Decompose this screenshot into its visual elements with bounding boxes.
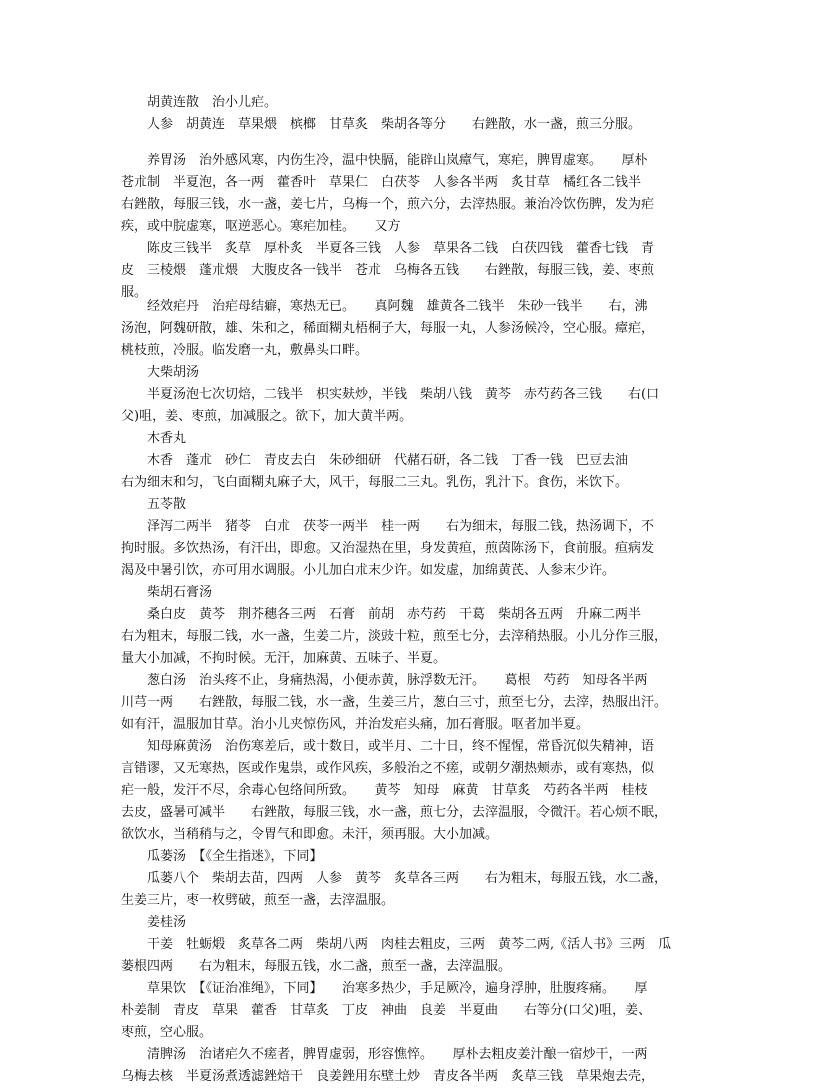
text-block [121, 150, 706, 304]
text-line: 欲饮水，当稍稍与之，令胃气和即愈。未汗，须再服。大小加减。 [121, 827, 499, 842]
text-line: 右为细末和匀，飞白面糊丸麻子大，风干，每服二三丸。乳伤，乳汁下。食伤，米饮下。 [121, 475, 629, 490]
text-line: 枣煎，空心服。 [121, 1025, 213, 1040]
text-line: 五苓散 [147, 497, 187, 512]
text-line: 陈皮三钱半 炙草 厚朴炙 半夏各三钱 人参 草果各二钱 白茯四钱 藿香七钱 青 [147, 241, 655, 256]
text-line: 泽泻二两半 猪苓 白朮 茯苓一两半 桂一两 右为细末，每服二钱，热汤调下，不 [147, 519, 655, 534]
text-line: 如有汗，温服加甘草。治小儿夹惊伤风，并治发疟头痛，加石膏服。呕者加半夏。 [121, 717, 590, 732]
text-line: 汤泡，阿魏研散，雄、朱和之，稀面糊丸梧桐子大，每服一丸，人参汤候冷，空心服。瘴疟， [121, 321, 655, 336]
text-line: 桑白皮 黄芩 荆芥穗各三两 石膏 前胡 赤芍药 干葛 柴胡各五两 升麻二两半 [147, 607, 642, 622]
text-line: 胡黄连散 治小儿疟。 [147, 95, 278, 110]
text-line: 言错谬，又无寒热，医或作鬼祟，或作风疾，多般治之不瘥，或朝夕潮热颊赤，或有寒热，似 [121, 761, 655, 776]
text-line: 父)咀，姜、枣煎，加减服之。欲下，加大黄半两。 [121, 409, 413, 424]
text-line: 养胃汤 治外感风寒，内伤生冷，温中快膈，能辟山岚瘴气，寒疟，脾胃虚寒。 厚朴 [147, 153, 648, 168]
text-line: 右为粗末，每服二钱，水一盏，生姜二片，淡豉十粒，煎至七分，去滓稍热服。小儿分作三服， [121, 629, 668, 644]
text-line: 柴胡石膏汤 [147, 585, 213, 600]
text-line: 朴姜制 青皮 草果 藿香 甘草炙 丁皮 神曲 良姜 半夏曲 右等分(口父)咀，姜、 [121, 1003, 652, 1018]
text-line: 苍朮制 半夏泡，各一两 藿香叶 草果仁 白茯苓 人参各半两 炙甘草 橘红各二钱半 [121, 175, 642, 190]
text-line: 干姜 牡蛎煅 炙草各二两 柴胡八两 肉桂去粗皮，三两 黄芩二两,《活人书》三两 瓜 [147, 937, 672, 952]
text-line: 半夏汤泡七次切焙，二钱半 枳实麸炒，半钱 柴胡八钱 黄芩 赤芍药各三钱 右(口 [147, 387, 660, 402]
text-line: 草果饮 【《证治准绳》，下同】 治寒多热少，手足厥冷，遍身浮肿，肚腹疼痛。 厚 [147, 981, 648, 996]
text-line: 乌梅去核 半夏汤煮透滤銼焙干 良姜銼用东壁土炒 青皮各半两 炙草三钱 草果炮去壳， [121, 1069, 655, 1084]
text-line: 量大小加减，不拘时候。无汗，加麻黄、五味子、半夏。 [121, 651, 447, 666]
text-line: 皮 三棱煨 蓬朮煨 大腹皮各一钱半 苍朮 乌梅各五钱 右銼散，每服三钱，姜、枣煎 [121, 263, 655, 278]
text-line: 桃枝煎，冷服。临发磨一丸，敷鼻头口畔。 [121, 343, 369, 358]
text-line: 姜桂汤 [147, 915, 187, 930]
text-line: 疾，或中脘虚寒，呕逆恶心。寒疟加桂。 又方 [121, 219, 401, 234]
text-line: 葱白汤 治头疼不止，身痛热渴，小便赤黄，脉浮数无汗。 葛根 芍药 知母各半两 [147, 673, 648, 688]
text-line: 川芎一两 右銼散，每服二钱，水一盏，生姜三片，葱白三寸，煎至七分，去滓，热服出汗。 [121, 695, 668, 710]
text-line: 知母麻黄汤 治伤寒差后，或十数日，或半月、二十日，终不惺惺，常昏沉似失精神，语 [147, 739, 655, 754]
text-line: 瓜蒌八个 柴胡去苗，四两 人参 黄芩 炙草各三两 右为粗末，每服五钱，水二盏， [147, 871, 668, 886]
text-line: 蒌根四两 右为粗末，每服五钱，水二盏，煎至一盏，去滓温服。 [121, 959, 512, 974]
text-line: 经效疟丹 治疟母结癖，寒热无已。 真阿魏 雄黄各二钱半 朱砂一钱半 右，沸 [147, 299, 648, 314]
text-line: 大柴胡汤 [147, 365, 200, 380]
text-line: 疟一般，发汗不尽，余毒心包络间所致。 黄芩 知母 麻黄 甘草炙 芍药各半两 桂枝 [121, 783, 648, 798]
text-line: 服。 [121, 285, 148, 300]
text-line: 木香 蓬朮 砂仁 青皮去白 朱砂细研 代赭石研，各二钱 丁香一钱 巴豆去油 [147, 453, 629, 468]
text-line: 木香丸 [147, 431, 187, 446]
text-line: 瓜蒌汤 【《全生指迷》，下同】 [147, 849, 323, 864]
text-line: 清脾汤 治诸疟久不瘥者，脾胃虚弱，形容憔悴。 厚朴去粗皮姜汁酿一宿炒干，一两 [147, 1047, 648, 1062]
text-block [121, 92, 706, 136]
text-line: 去皮，盛暑可减半 右銼散，每服三钱，水一盏，煎七分，去滓温服，令微汗。若心烦不眠， [121, 805, 668, 820]
text-block [121, 296, 706, 1088]
text-line: 生姜三片，枣一枚劈破，煎至一盏，去滓温服。 [121, 893, 395, 908]
text-line: 人参 胡黄连 草果煨 槟榔 甘草炙 柴胡各等分 右銼散，水一盏，煎三分服。 [147, 117, 642, 132]
text-line: 拘时服。多饮热汤，有汗出，即愈。又治湿热在里，身发黄疸，煎茵陈汤下，食前服。疸病发 [121, 541, 655, 556]
text-line: 右銼散，每服三钱，水一盏，姜七片，乌梅一个，煎六分，去滓热服。兼治冷饮伤脾，发为疟 [121, 197, 655, 212]
text-line: 渴及中暑引饮，亦可用水调服。小儿加白朮末少许。如发虚，加绵黄芪、人参末少许。 [121, 563, 616, 578]
